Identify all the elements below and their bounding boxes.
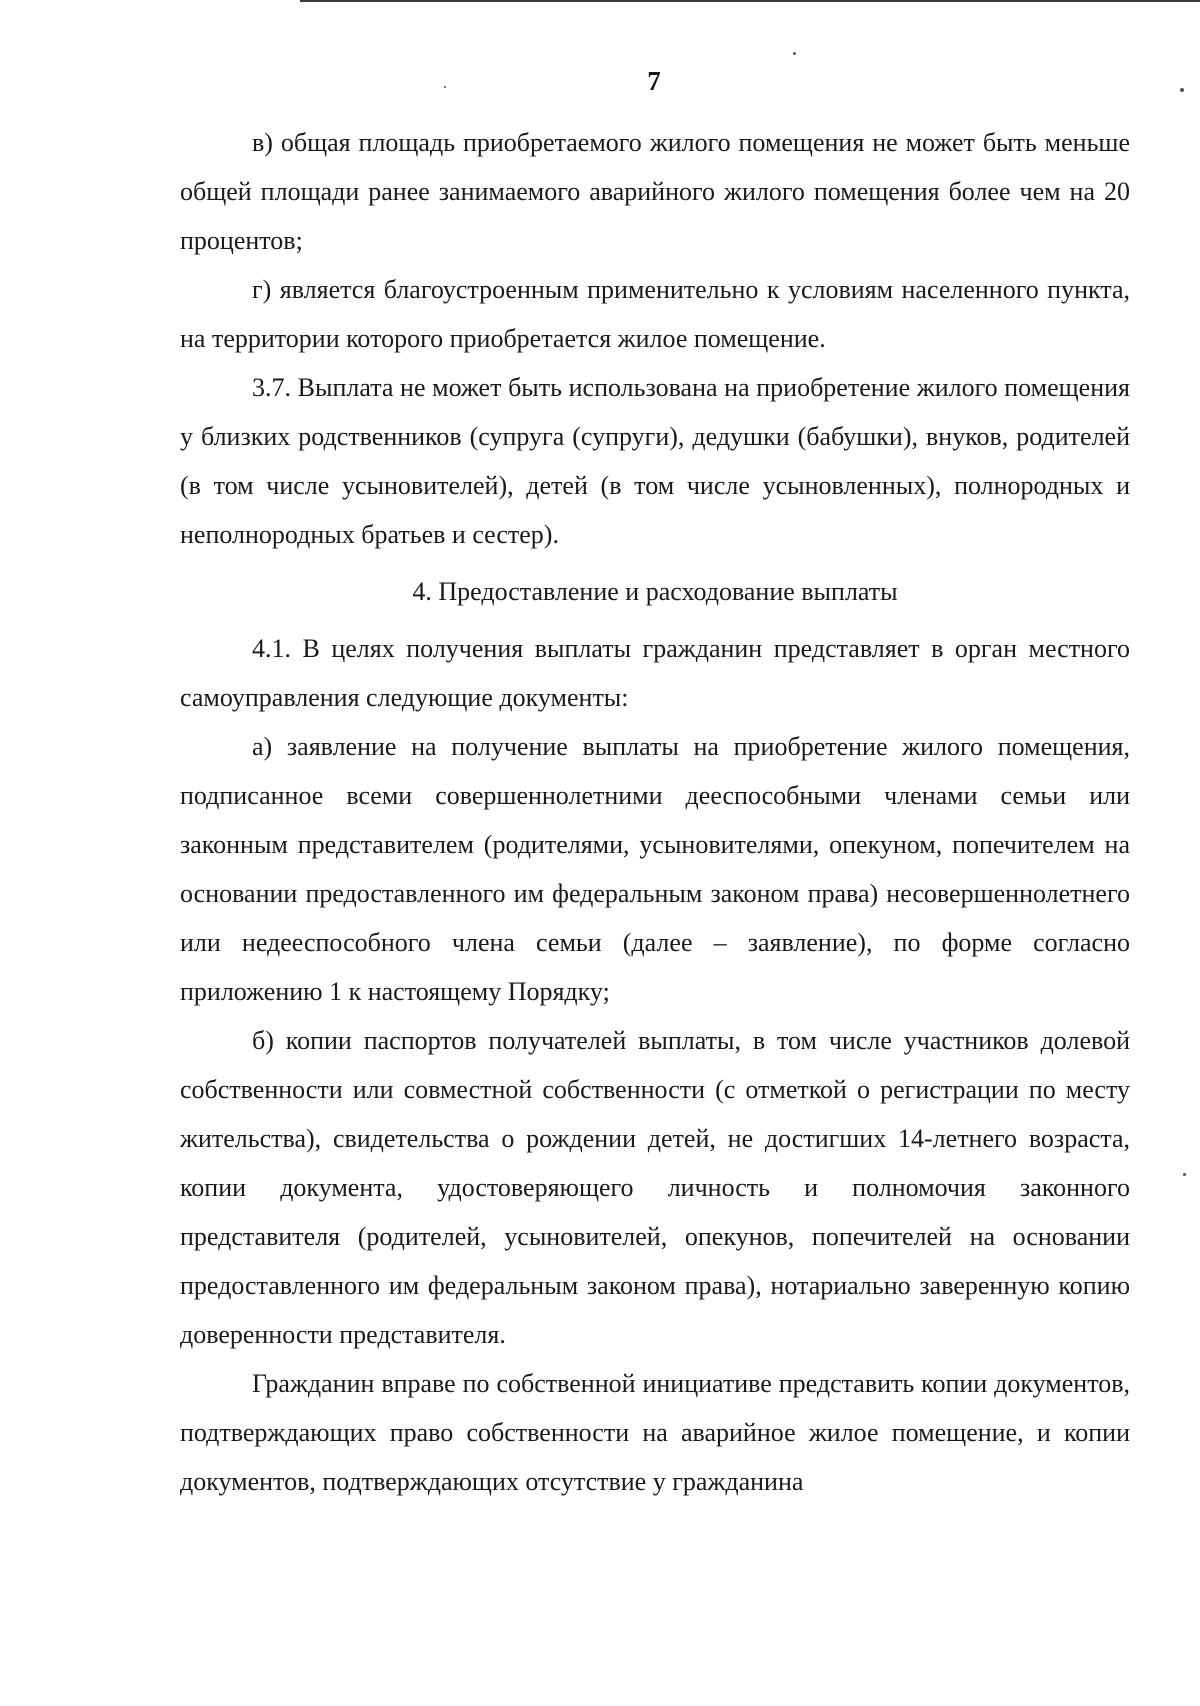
scan-speck (444, 86, 446, 88)
scan-speck (1180, 88, 1184, 92)
scan-speck (1183, 1173, 1186, 1176)
page-number: 7 (647, 66, 661, 96)
section-heading: 4. Предоставление и расходование выплаты (412, 577, 898, 606)
paragraph-a: а) заявление на получение выплаты на приобретение жилого помещения, подписанное всеми совершеннолетними дееспособными членами семьи или законным представителем (родителями, усыновителями, опекуном, попечителем на основании предоставленного им федеральным законом права) несовершеннолетнего или недееспособного члена семьи (далее – заявление), по форме согласно приложению 1 к настоящему Порядку; (180, 732, 1130, 1006)
paragraph-3-7: 3.7. Выплата не может быть использована на приобретение жилого помещения у близких родственников (супруга (супруги), дедушки (бабушки), внуков, родителей (в том числе усыновителей), детей (в том числе усыновленных), полнородных и неполнородных братьев и сестер). (180, 373, 1130, 549)
scan-speck (793, 52, 796, 55)
document-body (180, 118, 1130, 1506)
paragraph-v: в) общая площадь приобретаемого жилого помещения не может быть меньше общей площади ранее занимаемого аварийного жилого помещения более чем на 20 процентов; (180, 128, 1130, 255)
paragraph-g: г) является благоустроенным применительно к условиям населенного пункта, на территории которого приобретается жилое помещение. (180, 275, 1130, 353)
top-border-line (300, 0, 1200, 2)
paragraph-citizen-right: Гражданин вправе по собственной инициативе представить копии документов, подтверждающих право собственности на аварийное жилое помещение, и копии документов, подтверждающих отсутствие у гражданина (180, 1369, 1130, 1496)
paragraph-b: б) копии паспортов получателей выплаты, в том числе участников долевой собственности или совместной собственности (с отметкой о регистрации по месту жительства), свидетельства о рождении детей, не достигших 14-летнего возраста, копии документа, удостоверяющего личность и полномочия законного представителя (родителей, усыновителей, опекунов, попечителей на основании предоставленного им федеральным законом права), нотариально заверенную копию доверенности представителя. (180, 1026, 1130, 1349)
paragraph-4-1: 4.1. В целях получения выплаты гражданин представляет в орган местного самоуправления следующие документы: (180, 634, 1130, 712)
